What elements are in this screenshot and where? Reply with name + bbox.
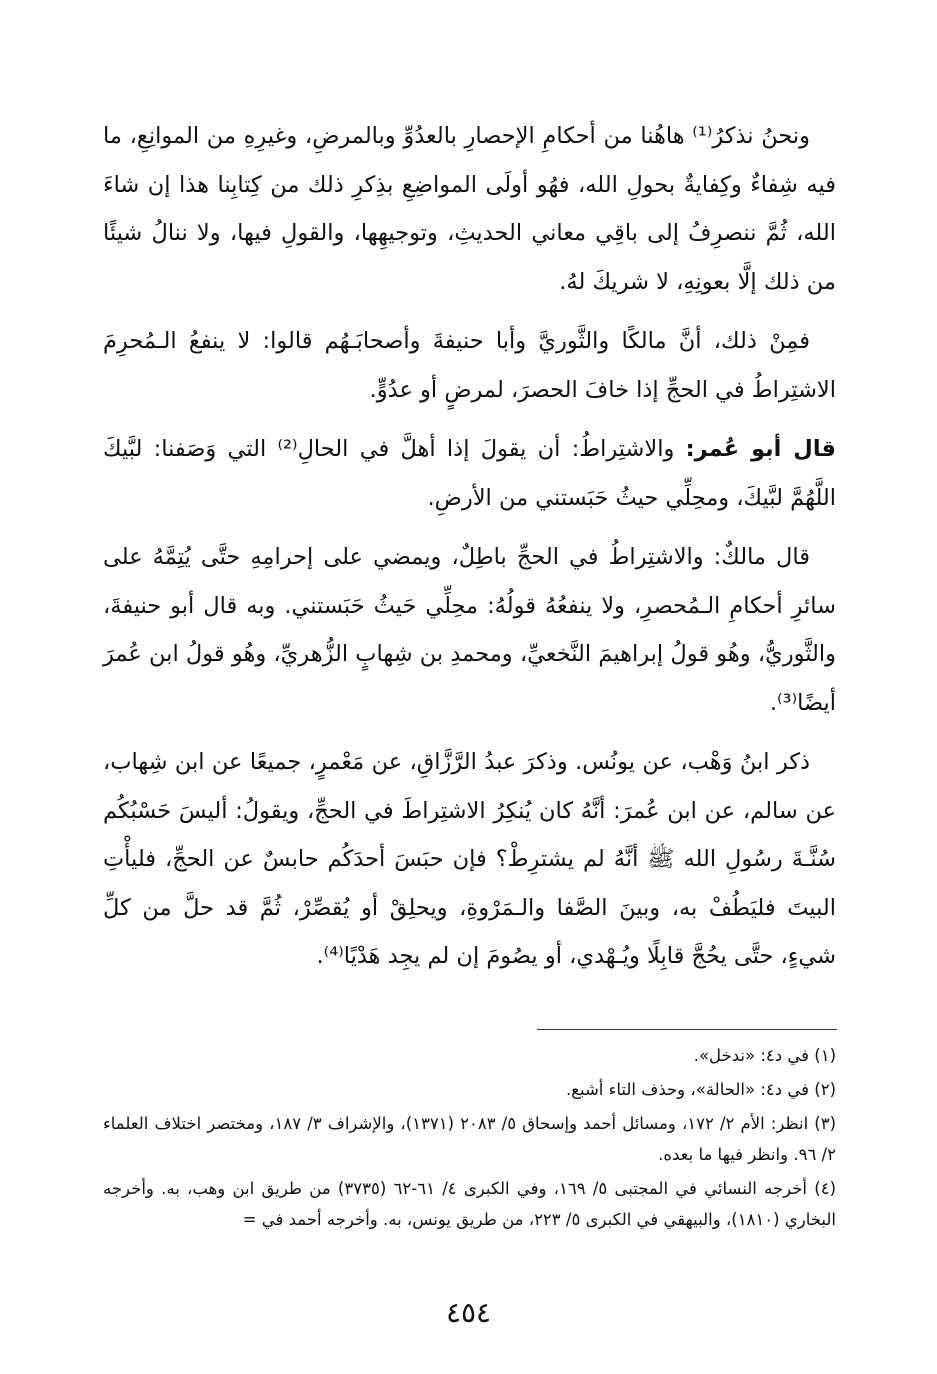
paragraph-4: قال مالكٌ: والاشتِراطُ في الحجِّ باطِلٌ، ويمضي على إحرامِهِ حتَّى يُتِمَّهُ على سائرِ أحكامِ الـمُحصرِ، ولا ينفعُهُ قولُهُ: محِلِّي حَيثُ حَبَستني. وبه قال أبو حنيفةَ، والثَّوريُّ، وهُو قولُ إبراهيمَ النَّخعيِّ، ومحمدِ بن شِهابٍ الزُّهريِّ، وهُو قولُ ابن عُمرَ أيضًا⁽³⁾. (103, 544, 836, 716)
footnote-separator (537, 1029, 837, 1030)
paragraph-3 (103, 425, 836, 522)
main-text (103, 112, 836, 981)
footnote-3: (٣) انظر: الأم ٢/ ١٧٢، ومسائل أحمد وإسحاق ٥/ ٢٠٨٣ (١٣٧١)، والإشراف ٣/ ١٨٧، ومختصر اختلاف العلماء ٢/ ٩٦. وانظر فيها ما بعده. (103, 1114, 836, 1164)
footnote-4: (٤) أخرجه النسائي في المجتبى ٥/ ١٦٩، وفي الكبرى ٤/ ٦١-٦٢ (٣٧٣٥) من طريق ابن وهب، به. وأخرجه البخاري (١٨١٠)، والبيهقي في الكبرى ٥/ ٢٢٣، من طريق يونس، به. وأخرجه أحمد في = (103, 1179, 837, 1229)
paragraph-3-text: والاشتِراطُ: أن يقولَ إذا أهلَّ في الحالِ⁽²⁾ التي وَصَفنا: لبَّيكَ اللَّهُمَّ لبَّيكَ، ومحِلِّي حيثُ حَبَستني من الأرضِ. (103, 436, 836, 511)
paragraph-2: فمِنْ ذلك، أنَّ مالكًا والثَّوريَّ وأبا حنيفةَ وأصحابَـهُم قالوا: لا ينفعُ الـمُحرِمَ الاشتِراطُ في الحجِّ إذا خافَ الحصرَ، لمرضٍ أو عدُوٍّ. (103, 328, 836, 403)
speaker-label: قال أبو عُمر: (685, 436, 837, 462)
footnote-1: (١) في د٤: «ندخل». (693, 1046, 836, 1065)
paragraph-1: ونحنُ نذكرُ⁽¹⁾ هاهُنا من أحكامِ الإحصارِ بالعدُوِّ وبالمرضِ، وغيرِهِ من الموانِعِ، ما فيه شِفاءٌ وكِفايةٌ بحولِ الله، فهُو أولَى المواضِعِ بذِكرِ ذلك من كِتابِنا هذا إن شاءَ الله، ثُمَّ ننصرِفُ إلى باقِي معاني الحديثِ، وتوجيهِها، والقولِ فيها، ولا ننالُ شيئًا من ذلك إلَّا بعونِهِ، لا شريكَ لهُ. (103, 123, 836, 295)
page-number: ٤٥٤ (445, 1296, 492, 1329)
footnotes (103, 1040, 836, 1235)
footnote-2: (٢) في د٤: «الحالة»، وحذف التاء أشبع. (565, 1080, 836, 1099)
paragraph-5: ذكر ابنُ وَهْب، عن يونُس. وذكرَ عبدُ الرَّزَّاقِ، عن مَعْمرٍ، جميعًا عن ابن شِهاب، عن سالم، عن ابن عُمرَ: أنَّهُ كان يُنكِرُ الاشتِراطَ في الحجِّ، ويقولُ: أليسَ حَسْبُكُم سُنَّـةَ رسُولِ الله ﷺ أنَّهُ لم يشترِطْ؟ فإن حبَسَ أحدَكُم حابسٌ عن الحجِّ، فليأْتِ البيتَ فليَطُفْ به، وبينَ الصَّفا والـمَرْوةِ، ويحلِقْ أو يُقصِّرْ، ثُمَّ قد حلَّ من كلِّ شيءٍ، حتَّى يحُجَّ قابِلًا ويُـهْدي، أو يصُومَ إن لم يجِد هَدْيًا⁽⁴⁾. (103, 749, 836, 969)
